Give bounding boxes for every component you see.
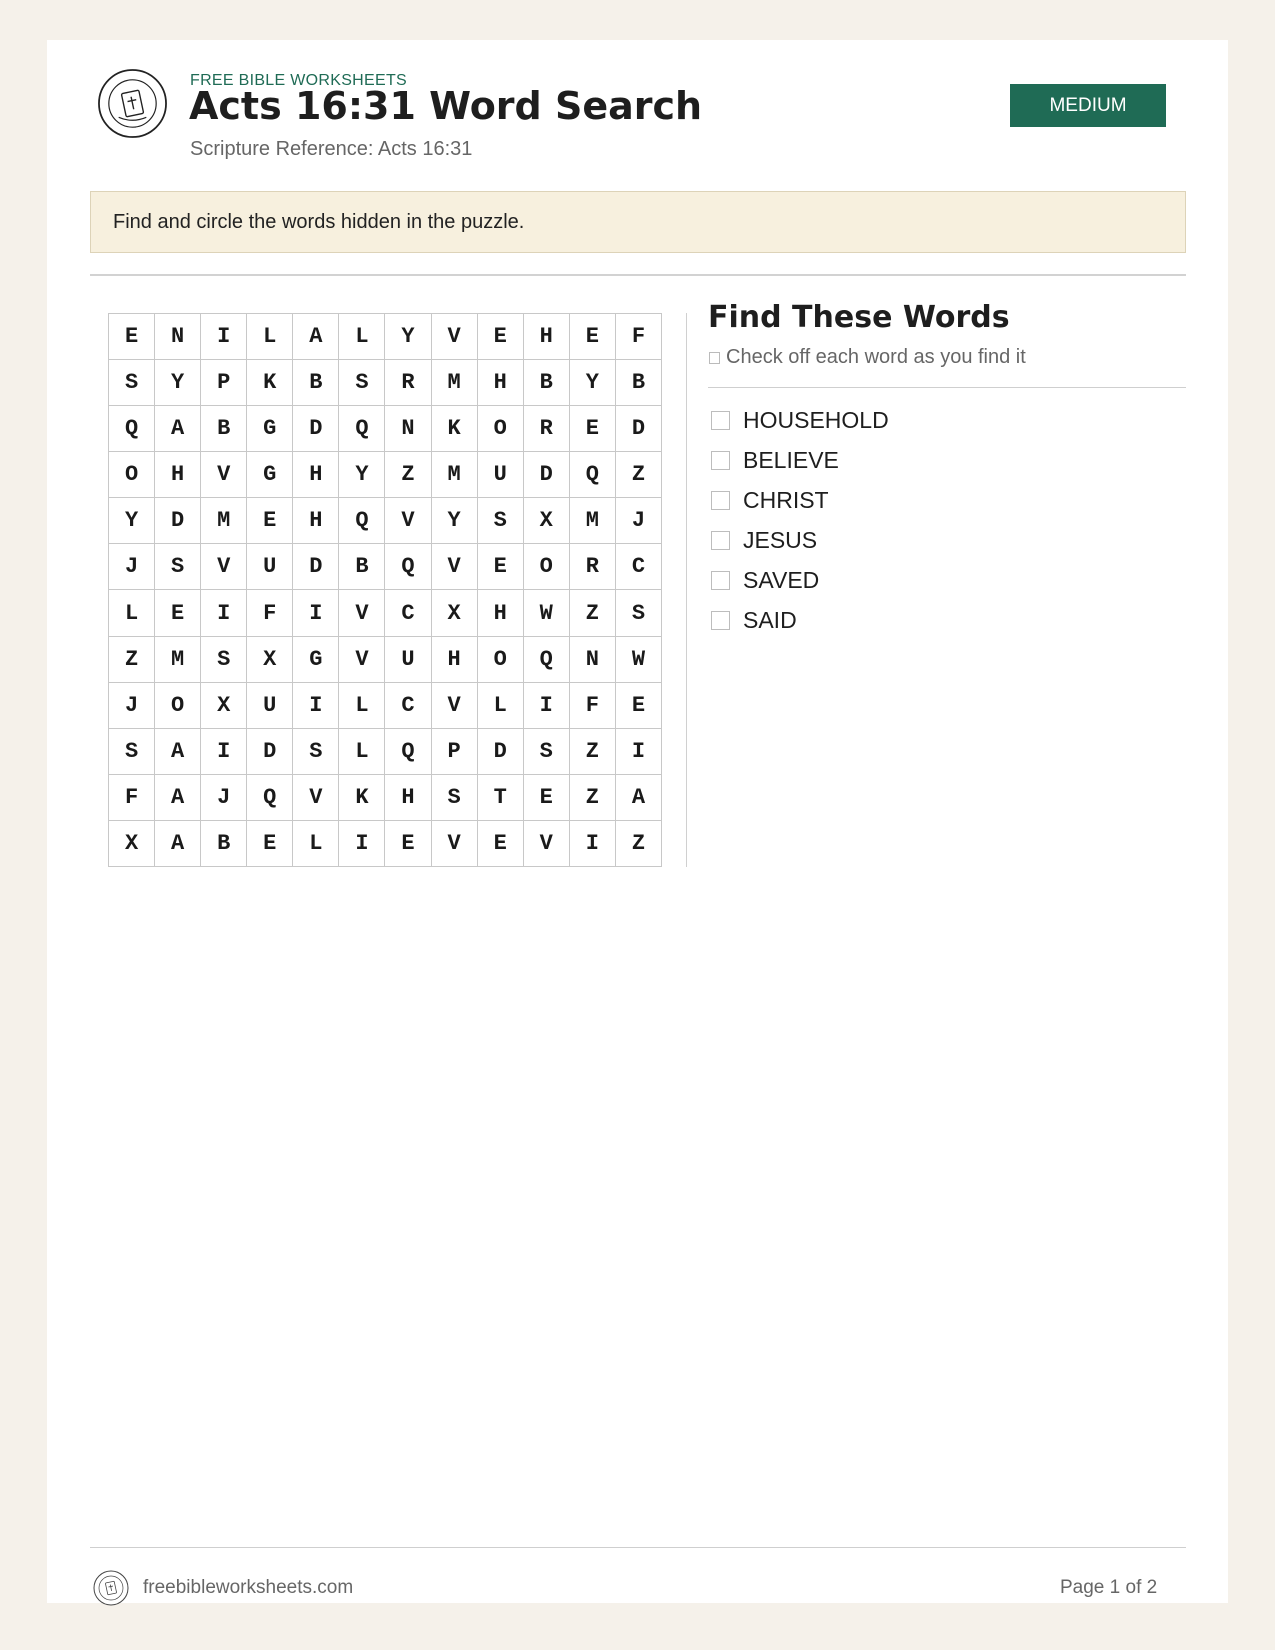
grid-cell[interactable]: G: [247, 406, 293, 452]
word-checkbox[interactable]: [711, 411, 730, 430]
grid-cell[interactable]: Q: [385, 729, 431, 775]
grid-cell[interactable]: S: [109, 360, 155, 406]
grid-cell[interactable]: J: [109, 683, 155, 729]
grid-cell[interactable]: P: [201, 360, 247, 406]
grid-cell[interactable]: L: [478, 683, 524, 729]
word-list-item: [708, 560, 889, 600]
grid-cell[interactable]: G: [247, 452, 293, 498]
grid-cell[interactable]: V: [293, 775, 339, 821]
grid-cell[interactable]: A: [155, 775, 201, 821]
grid-cell[interactable]: L: [247, 314, 293, 360]
grid-cell[interactable]: E: [155, 590, 201, 636]
grid-cell[interactable]: V: [432, 821, 478, 867]
grid-cell[interactable]: E: [247, 821, 293, 867]
word-checkbox[interactable]: [711, 451, 730, 470]
grid-cell[interactable]: A: [616, 775, 662, 821]
grid-cell[interactable]: G: [293, 637, 339, 683]
grid-cell[interactable]: X: [201, 683, 247, 729]
grid-cell[interactable]: E: [478, 544, 524, 590]
checkbox-icon: [709, 352, 720, 364]
grid-cell[interactable]: S: [339, 360, 385, 406]
grid-cell[interactable]: Q: [524, 637, 570, 683]
grid-cell[interactable]: D: [616, 406, 662, 452]
grid-cell[interactable]: Y: [385, 314, 431, 360]
bible-logo-icon: [97, 68, 168, 139]
grid-cell[interactable]: U: [385, 637, 431, 683]
grid-cell[interactable]: O: [478, 406, 524, 452]
grid-cell[interactable]: M: [155, 637, 201, 683]
grid-cell[interactable]: F: [109, 775, 155, 821]
grid-cell[interactable]: Z: [616, 821, 662, 867]
grid-cell[interactable]: D: [293, 544, 339, 590]
grid-cell[interactable]: S: [155, 544, 201, 590]
word-checkbox[interactable]: [711, 571, 730, 590]
word-list-hint: [709, 346, 1026, 369]
grid-cell[interactable]: S: [109, 729, 155, 775]
grid-cell[interactable]: D: [524, 452, 570, 498]
grid-cell[interactable]: Q: [109, 406, 155, 452]
grid-cell[interactable]: D: [293, 406, 339, 452]
grid-cell[interactable]: X: [109, 821, 155, 867]
grid-cell[interactable]: V: [385, 498, 431, 544]
grid-cell[interactable]: N: [155, 314, 201, 360]
grid-cell[interactable]: O: [478, 637, 524, 683]
grid-cell[interactable]: W: [524, 590, 570, 636]
grid-cell[interactable]: B: [524, 360, 570, 406]
word-list-title: Find These Words: [708, 300, 1010, 335]
word-list-item: [708, 440, 889, 480]
grid-cell[interactable]: H: [155, 452, 201, 498]
grid-cell[interactable]: E: [247, 498, 293, 544]
grid-cell[interactable]: E: [524, 775, 570, 821]
grid-cell[interactable]: V: [432, 683, 478, 729]
grid-cell[interactable]: N: [570, 637, 616, 683]
grid-cell[interactable]: V: [432, 314, 478, 360]
grid-cell[interactable]: A: [155, 729, 201, 775]
grid-cell[interactable]: Q: [570, 452, 616, 498]
grid-cell[interactable]: I: [293, 590, 339, 636]
grid-cell[interactable]: K: [339, 775, 385, 821]
grid-cell[interactable]: J: [201, 775, 247, 821]
word-label: SAVED: [743, 566, 820, 593]
grid-cell[interactable]: S: [524, 729, 570, 775]
grid-cell[interactable]: D: [478, 729, 524, 775]
grid-cell[interactable]: H: [293, 498, 339, 544]
grid-cell[interactable]: A: [155, 821, 201, 867]
grid-cell[interactable]: I: [570, 821, 616, 867]
footer-site: freebibleworksheets.com: [143, 1577, 354, 1598]
grid-cell[interactable]: R: [570, 544, 616, 590]
grid-cell[interactable]: A: [155, 406, 201, 452]
grid-cell[interactable]: V: [201, 452, 247, 498]
grid-cell[interactable]: J: [616, 498, 662, 544]
grid-cell[interactable]: O: [109, 452, 155, 498]
grid-cell[interactable]: H: [478, 590, 524, 636]
grid-cell[interactable]: M: [201, 498, 247, 544]
grid-cell[interactable]: L: [339, 729, 385, 775]
instructions-box: [90, 191, 1186, 253]
grid-cell[interactable]: V: [201, 544, 247, 590]
grid-cell[interactable]: E: [385, 821, 431, 867]
grid-cell[interactable]: A: [293, 314, 339, 360]
word-search-grid: [108, 313, 662, 867]
grid-cell[interactable]: H: [293, 452, 339, 498]
grid-cell[interactable]: Y: [339, 452, 385, 498]
grid-cell[interactable]: M: [432, 360, 478, 406]
grid-cell[interactable]: O: [155, 683, 201, 729]
grid-cell[interactable]: H: [432, 637, 478, 683]
page-title: Acts 16:31 Word Search: [189, 84, 703, 128]
bible-logo-icon: [93, 1570, 129, 1606]
grid-cell[interactable]: V: [339, 637, 385, 683]
grid-cell[interactable]: Q: [247, 775, 293, 821]
grid-cell[interactable]: T: [478, 775, 524, 821]
grid-cell[interactable]: L: [109, 590, 155, 636]
word-list-hint-text: Check off each word as you find it: [726, 346, 1026, 368]
grid-cell[interactable]: V: [432, 544, 478, 590]
grid-cell[interactable]: K: [432, 406, 478, 452]
grid-cell[interactable]: B: [201, 821, 247, 867]
grid-cell[interactable]: P: [432, 729, 478, 775]
grid-cell[interactable]: S: [616, 590, 662, 636]
grid-cell[interactable]: I: [201, 729, 247, 775]
grid-cell[interactable]: M: [570, 498, 616, 544]
grid-cell[interactable]: Z: [109, 637, 155, 683]
grid-cell[interactable]: B: [293, 360, 339, 406]
grid-cell[interactable]: I: [293, 683, 339, 729]
grid-cell[interactable]: Z: [570, 590, 616, 636]
brand-name: FREE BIBLE WORKSHEETS: [190, 72, 408, 89]
word-label: JESUS: [743, 526, 818, 553]
grid-cell[interactable]: F: [247, 590, 293, 636]
grid-cell[interactable]: R: [524, 406, 570, 452]
page-number: Page 1 of 2: [1060, 1577, 1158, 1598]
divider: [90, 274, 1186, 276]
grid-cell[interactable]: L: [293, 821, 339, 867]
grid-cell[interactable]: L: [339, 683, 385, 729]
grid-cell[interactable]: U: [478, 452, 524, 498]
grid-cell[interactable]: Z: [385, 452, 431, 498]
word-checkbox[interactable]: [711, 531, 730, 550]
grid-cell[interactable]: I: [201, 590, 247, 636]
word-label: SAID: [743, 606, 797, 633]
grid-cell[interactable]: Z: [570, 729, 616, 775]
grid-cell[interactable]: Z: [616, 452, 662, 498]
word-list-item: [708, 400, 889, 440]
word-label: BELIEVE: [743, 446, 839, 473]
grid-cell[interactable]: K: [247, 360, 293, 406]
word-label: HOUSEHOLD: [743, 406, 889, 433]
grid-cell[interactable]: X: [524, 498, 570, 544]
grid-cell[interactable]: Y: [432, 498, 478, 544]
grid-cell[interactable]: U: [247, 544, 293, 590]
grid-cell[interactable]: Y: [109, 498, 155, 544]
grid-cell[interactable]: H: [478, 360, 524, 406]
grid-cell[interactable]: J: [109, 544, 155, 590]
word-list: [708, 400, 889, 640]
word-checkbox[interactable]: [711, 611, 730, 630]
difficulty-badge: MEDIUM: [1010, 84, 1166, 127]
grid-cell[interactable]: E: [109, 314, 155, 360]
grid-cell[interactable]: E: [570, 406, 616, 452]
grid-cell[interactable]: Q: [385, 544, 431, 590]
word-list-item: [708, 480, 889, 520]
footer-divider: [90, 1547, 1186, 1548]
grid-cell[interactable]: I: [616, 729, 662, 775]
worksheet-page: [47, 40, 1228, 1603]
word-label: CHRIST: [743, 486, 829, 513]
grid-cell[interactable]: U: [247, 683, 293, 729]
grid-cell[interactable]: S: [201, 637, 247, 683]
grid-cell[interactable]: D: [155, 498, 201, 544]
word-list-item: [708, 600, 889, 640]
grid-cell[interactable]: C: [385, 590, 431, 636]
grid-cell[interactable]: H: [385, 775, 431, 821]
grid-cell[interactable]: I: [339, 821, 385, 867]
grid-cell[interactable]: F: [616, 314, 662, 360]
grid-cell[interactable]: V: [339, 590, 385, 636]
grid-cell[interactable]: S: [432, 775, 478, 821]
grid-cell[interactable]: Q: [339, 498, 385, 544]
grid-cell[interactable]: D: [247, 729, 293, 775]
vertical-divider: [686, 313, 687, 867]
grid-cell[interactable]: Y: [570, 360, 616, 406]
grid-cell[interactable]: Z: [570, 775, 616, 821]
grid-cell[interactable]: B: [339, 544, 385, 590]
grid-cell[interactable]: B: [616, 360, 662, 406]
divider: [708, 387, 1186, 388]
grid-cell[interactable]: Y: [155, 360, 201, 406]
grid-cell[interactable]: S: [293, 729, 339, 775]
grid-cell[interactable]: Q: [339, 406, 385, 452]
grid-cell[interactable]: X: [247, 637, 293, 683]
grid-cell[interactable]: F: [570, 683, 616, 729]
grid-cell[interactable]: X: [432, 590, 478, 636]
grid-cell[interactable]: V: [524, 821, 570, 867]
word-checkbox[interactable]: [711, 491, 730, 510]
grid-cell[interactable]: W: [616, 637, 662, 683]
grid-cell[interactable]: B: [201, 406, 247, 452]
grid-cell[interactable]: L: [339, 314, 385, 360]
instructions-text: Find and circle the words hidden in the puzzle.: [113, 210, 525, 233]
grid-cell[interactable]: I: [201, 314, 247, 360]
grid-cell[interactable]: E: [570, 314, 616, 360]
grid-cell[interactable]: C: [385, 683, 431, 729]
grid-cell[interactable]: E: [478, 314, 524, 360]
grid-cell[interactable]: C: [616, 544, 662, 590]
grid-cell[interactable]: E: [616, 683, 662, 729]
grid-cell[interactable]: I: [524, 683, 570, 729]
scripture-reference: Scripture Reference: Acts 16:31: [190, 138, 473, 160]
grid-cell[interactable]: M: [432, 452, 478, 498]
grid-cell[interactable]: O: [524, 544, 570, 590]
grid-cell[interactable]: E: [478, 821, 524, 867]
grid-cell[interactable]: S: [478, 498, 524, 544]
grid-cell[interactable]: R: [385, 360, 431, 406]
grid-cell[interactable]: N: [385, 406, 431, 452]
word-list-item: [708, 520, 889, 560]
grid-cell[interactable]: H: [524, 314, 570, 360]
